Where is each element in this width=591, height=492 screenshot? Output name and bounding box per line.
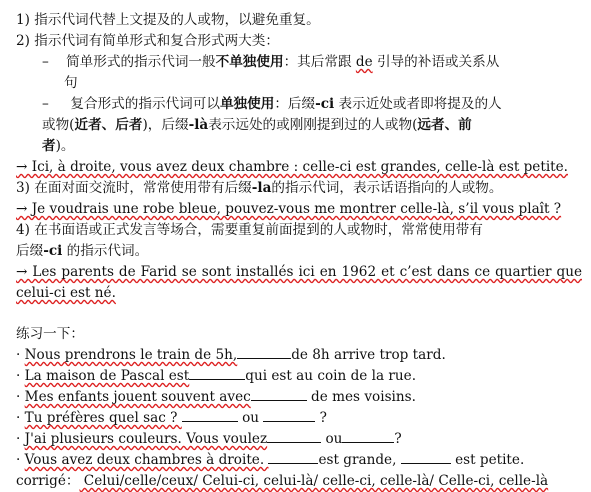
rule-2-simple: – 简单形式的指示代词一般不单独使用：其后常跟 de 引导的补语或关系从 句 (42, 54, 500, 91)
dash-bullet: – (42, 54, 49, 70)
example-3-cont: celui-ci est né. (16, 285, 116, 301)
answer-blank[interactable] (268, 451, 318, 464)
answer-blank[interactable] (401, 451, 451, 464)
rule-2: 2) 指示代词有简单形式和复合形式两大类： (16, 33, 279, 49)
bullet: · (16, 347, 21, 363)
rule-3: 3) 在面对面交流时，常常使用带有后缀-la的指示代词，表示话语指向的人或物。 (16, 180, 503, 196)
answer-blank[interactable] (342, 430, 394, 443)
answer-text: Celui/celle/ceux/ Celui-ci, celui-là/ celle-ci, celle-là/ Celle-ci, celle-là (79, 473, 549, 489)
document (16, 10, 582, 492)
answer-blank[interactable] (251, 388, 307, 401)
answer-blank[interactable] (189, 367, 245, 380)
rule-4-cont: 后缀-ci 的指示代词。 (16, 243, 149, 259)
rule-2-compound: – 复合形式的指示代词可以单独使用：后缀-ci 表示近处或者即将提及的人 或物(近者、后者)，后缀-là表示远处的或刚刚提到过的人或物(远者、前 者)。 (42, 96, 502, 154)
exercise-item: · Mes enfants jouent souvent avec de mes voisins. (16, 389, 416, 405)
dash-bullet: – (42, 96, 49, 112)
answer-blank[interactable] (263, 409, 315, 422)
bullet: · (16, 431, 21, 447)
bullet: · (16, 410, 21, 426)
answer-key (16, 471, 582, 492)
exercise-item: · Tu préfères quel sac ? ou ? (16, 410, 327, 426)
exercise-title: 练习一下： (16, 326, 84, 342)
example-3: → Les parents de Farid se sont installés ici en 1962 et c’est dans ce quartier que (16, 264, 582, 280)
rule-4: 4) 在书面语或正式发言等场合，需要重复前面提到的人或物时，常常使用带有 (16, 222, 483, 238)
example-1: → Ici, à droite, vous avez deux chambre : celle-ci est grandes, celle-là est petite. (16, 159, 568, 175)
bullet: · (16, 389, 21, 405)
exercise-item: · Vous avez deux chambres à droite. est grande, est petite. (16, 452, 525, 468)
bullet: · (16, 368, 21, 384)
answer-blank[interactable] (182, 409, 238, 422)
rule-1: 1) 指示代词代替上文提及的人或物，以避免重复。 (16, 12, 320, 28)
exercise-item: · Nous prendrons le train de 5h, de 8h arrive trop tard. (16, 347, 446, 363)
exercise-item: · La maison de Pascal est qui est au coin de la rue. (16, 368, 417, 384)
example-2: → Je voudrais une robe bleue, pouvez-vous me montrer celle-là, s’il vous plaît ? (16, 201, 562, 217)
answer-label: corrigé： (16, 473, 80, 489)
answer-blank[interactable] (267, 430, 321, 443)
exercise-item: · J'ai plusieurs couleurs. Vous voulez ou ? (16, 431, 402, 447)
bullet: · (16, 452, 21, 468)
answer-blank[interactable] (237, 346, 291, 359)
